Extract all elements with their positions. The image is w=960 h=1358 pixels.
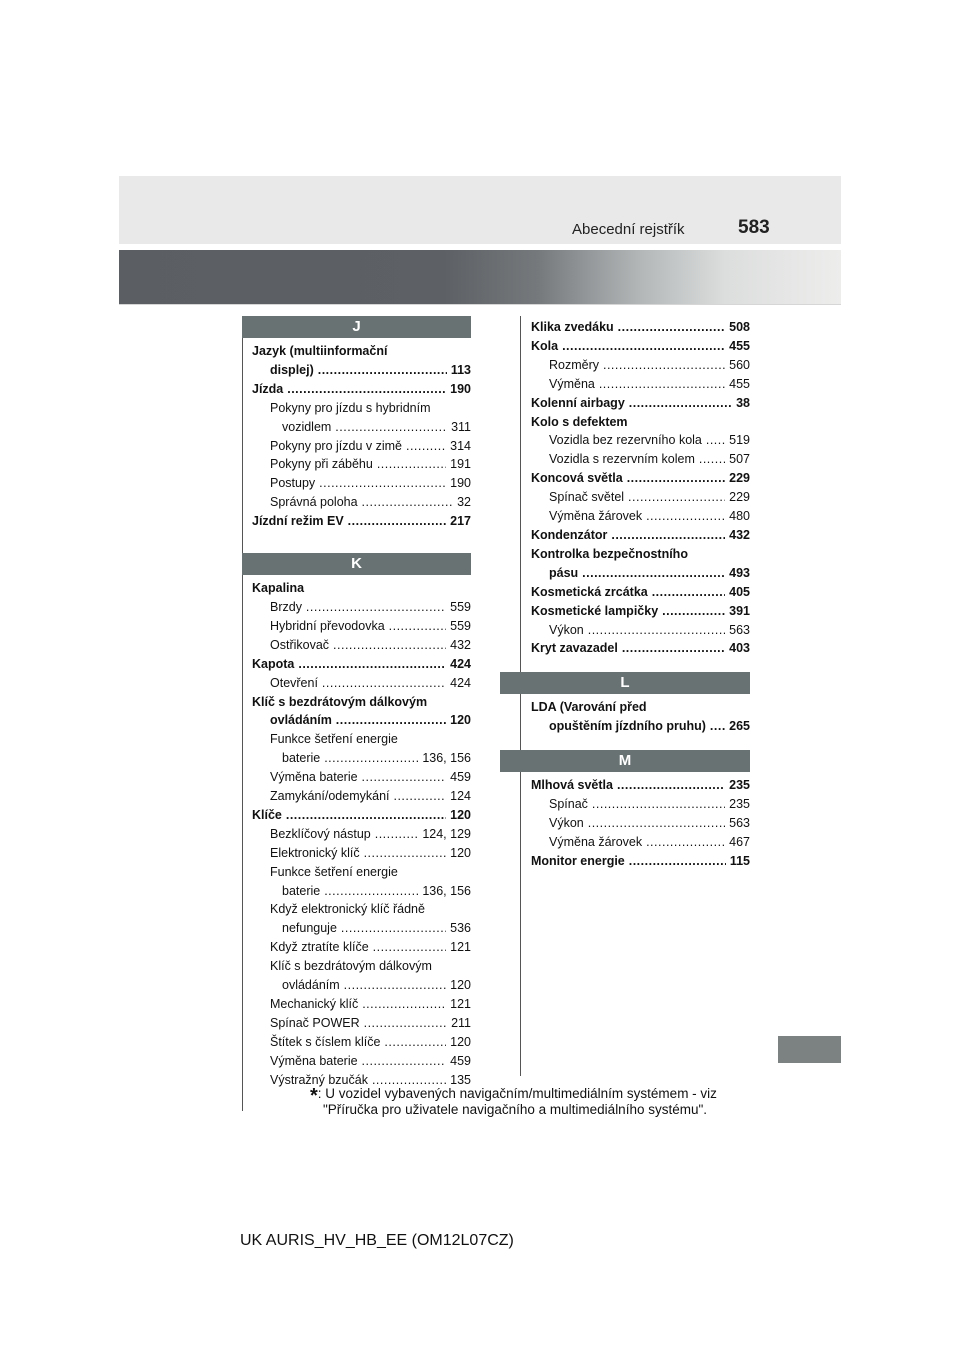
index-entry-page: 190 bbox=[448, 380, 471, 399]
section-letter-header: K bbox=[242, 553, 471, 575]
index-entry-page: 432 bbox=[727, 526, 750, 545]
index-entry-page: 265 bbox=[727, 717, 750, 736]
index-entry-text: ovládáním bbox=[282, 978, 340, 993]
index-entry bbox=[252, 598, 471, 617]
index-entry bbox=[531, 602, 750, 621]
section-gap bbox=[531, 658, 750, 672]
index-entry-text: Kosmetické lampičky bbox=[531, 603, 659, 618]
index-entry-text: Výkon bbox=[549, 622, 584, 637]
index-entry-text: ovládáním bbox=[270, 713, 332, 728]
index-entry-text: Výměna bbox=[549, 376, 595, 391]
index-entry-text: Jízda bbox=[252, 381, 284, 396]
index-entry bbox=[531, 488, 750, 507]
index-entry-term bbox=[270, 437, 446, 456]
index-entry-page: 235 bbox=[727, 776, 750, 795]
index-entry-text: Elektronický klíč bbox=[270, 845, 360, 860]
index-entry bbox=[531, 814, 750, 833]
index-entry-text: Bezklíčový nástup bbox=[270, 826, 371, 841]
index-entry-page: 559 bbox=[448, 617, 471, 636]
index-entry-term bbox=[270, 493, 453, 512]
index-entry-text: Kosmetická zrcátka bbox=[531, 584, 648, 599]
index-entry-page: 467 bbox=[727, 833, 750, 852]
index-entry bbox=[531, 318, 750, 337]
index-entry-term bbox=[549, 795, 725, 814]
index-entry-page: 135 bbox=[448, 1071, 471, 1090]
index-entry bbox=[252, 674, 471, 693]
index-entry bbox=[531, 717, 750, 736]
index-entry-term bbox=[549, 621, 725, 640]
index-entry-text: Brzdy bbox=[270, 599, 302, 614]
index-entry-line: Jazyk (multiinformační bbox=[252, 344, 388, 358]
index-entry-text: Rozměry bbox=[549, 357, 600, 372]
index-entry-page: 536 bbox=[448, 919, 471, 938]
index-entry-page: 136, 156 bbox=[420, 749, 471, 768]
section-letter-header: L bbox=[500, 672, 750, 694]
index-entry-text: Vozidla bez rezervního kola bbox=[549, 433, 702, 448]
index-entry-term bbox=[282, 976, 446, 995]
index-entry-text: Mlhová světla bbox=[531, 778, 613, 793]
section-letter-header: J bbox=[242, 316, 471, 338]
index-entry-page: 120 bbox=[448, 711, 471, 730]
index-entry bbox=[531, 621, 750, 640]
index-entry-text: nefunguje bbox=[282, 921, 337, 936]
index-entry-page: 507 bbox=[727, 450, 750, 469]
index-entry bbox=[252, 749, 471, 768]
index-entry bbox=[252, 512, 471, 531]
index-entry-text: Koncová světla bbox=[531, 471, 623, 486]
index-entry-term bbox=[252, 512, 446, 531]
index-entry bbox=[252, 787, 471, 806]
index-entry bbox=[252, 437, 471, 456]
index-entry bbox=[531, 526, 750, 545]
index-entry-term bbox=[270, 361, 447, 380]
index-entry-term bbox=[270, 617, 446, 636]
footnote-line-2: "Příručka pro uživatele navigačního a multimediálního systému". bbox=[323, 1102, 708, 1117]
index-entry-text: Klika zvedáku bbox=[531, 320, 614, 334]
index-entry bbox=[531, 507, 750, 526]
index-entry-term bbox=[549, 356, 725, 375]
index-entry-term bbox=[549, 507, 725, 526]
index-entry-page: 217 bbox=[448, 512, 471, 531]
header-background bbox=[119, 176, 841, 244]
index-entry-term bbox=[270, 844, 446, 863]
index-entry-page: 508 bbox=[727, 318, 750, 337]
index-entry-line: Pokyny pro jízdu s hybridním bbox=[270, 400, 431, 415]
index-entry bbox=[531, 564, 750, 583]
index-entry-page: 424 bbox=[448, 655, 471, 674]
index-entry-text: Když ztratíte klíče bbox=[270, 940, 369, 955]
index-entry-term bbox=[270, 636, 446, 655]
index-entry-term bbox=[531, 469, 725, 488]
index-entry-text: Kryt zavazadel bbox=[531, 641, 618, 656]
index-entry-line: Klíč s bezdrátovým dálkovým bbox=[252, 694, 428, 709]
index-entry bbox=[252, 380, 471, 399]
index-entry-text: Kapota bbox=[252, 656, 295, 671]
index-entry bbox=[252, 636, 471, 655]
index-entry-term bbox=[270, 1014, 447, 1033]
index-entry bbox=[252, 768, 471, 787]
index-entry-page: 121 bbox=[448, 938, 471, 957]
index-entry-term bbox=[531, 639, 725, 658]
index-entry bbox=[252, 976, 471, 995]
index-entry-text: baterie bbox=[282, 751, 321, 766]
index-entry bbox=[531, 469, 750, 488]
index-entry-text: Štítek s číslem klíče bbox=[270, 1034, 381, 1049]
index-entry-term bbox=[252, 380, 446, 399]
index-entry-text: Monitor energie bbox=[531, 853, 625, 868]
index-entry-page: 32 bbox=[455, 493, 471, 512]
index-entry-term bbox=[531, 602, 725, 621]
index-entry-term bbox=[531, 852, 726, 871]
index-entry bbox=[531, 795, 750, 814]
index-entry bbox=[252, 938, 471, 957]
index-entry-term bbox=[549, 717, 725, 736]
index-entry-text: Hybridní převodovka bbox=[270, 618, 385, 633]
index-entry-text: Ostřikovač bbox=[270, 637, 330, 652]
left-margin-rule bbox=[242, 316, 243, 1111]
index-entry-term bbox=[531, 394, 732, 413]
index-entry-term bbox=[531, 526, 725, 545]
index-entry-term bbox=[549, 814, 725, 833]
index-entry-text: Správná poloha bbox=[270, 495, 358, 510]
index-entry-text: Pokyny při záběhu bbox=[270, 457, 373, 472]
index-entry-term bbox=[531, 337, 725, 356]
index-entry-page: 459 bbox=[448, 1052, 471, 1071]
index-entry bbox=[252, 825, 471, 844]
index-entry bbox=[531, 639, 750, 658]
index-entry-term bbox=[270, 787, 446, 806]
page-number: 583 bbox=[738, 217, 770, 238]
index-entry-page: 563 bbox=[727, 621, 750, 640]
section-letter-header: M bbox=[500, 750, 750, 772]
index-entry-page: 563 bbox=[727, 814, 750, 833]
index-entry-page: 493 bbox=[727, 564, 750, 583]
index-entry-page: 311 bbox=[449, 418, 471, 437]
index-entry-text: displej) bbox=[270, 362, 314, 377]
index-entry-page: 120 bbox=[448, 1033, 471, 1052]
index-entry-page: 432 bbox=[448, 636, 471, 655]
index-entry bbox=[531, 852, 750, 871]
index-entry bbox=[252, 995, 471, 1014]
index-entry-term bbox=[270, 711, 446, 730]
index-entry-page: 120 bbox=[448, 844, 471, 863]
index-entry-page: 229 bbox=[727, 488, 750, 507]
index-entry bbox=[252, 711, 471, 730]
index-entry-term bbox=[531, 583, 725, 602]
index-entry-page: 211 bbox=[449, 1014, 471, 1033]
index-entry-text: Otevření bbox=[270, 675, 318, 690]
index-entry bbox=[252, 1033, 471, 1052]
index-entry-line: Kontrolka bezpečnostního bbox=[531, 546, 688, 561]
index-entry-page: 459 bbox=[448, 768, 471, 787]
index-entry-term bbox=[549, 431, 725, 450]
index-entry-text: pásu bbox=[549, 565, 579, 580]
index-entry-page: 121 bbox=[448, 995, 471, 1014]
index-entry bbox=[531, 375, 750, 394]
index-entry-line: Když elektronický klíč řádně bbox=[270, 902, 425, 917]
index-entry-text: Vozidla s rezervním kolem bbox=[549, 452, 695, 467]
index-entry-page: 115 bbox=[728, 852, 750, 871]
index-column-left bbox=[252, 316, 471, 1090]
document-code: UK AURIS_HV_HB_EE (OM12L07CZ) bbox=[240, 1232, 514, 1249]
index-entry-text: Postupy bbox=[270, 476, 316, 491]
index-entry bbox=[531, 431, 750, 450]
index-entry bbox=[252, 655, 471, 674]
index-entry-line: Kolo s defektem bbox=[531, 414, 628, 429]
index-entry-line: LDA (Varování před bbox=[531, 700, 647, 715]
header-divider bbox=[119, 304, 841, 305]
index-entry-page: 113 bbox=[449, 361, 471, 380]
footnote-text-1: : U vozidel vybavených navigačním/multimediálním systémem - viz bbox=[317, 1086, 717, 1101]
index-entry-line: Funkce šetření energie bbox=[270, 732, 398, 747]
index-entry bbox=[252, 1014, 471, 1033]
index-entry bbox=[531, 337, 750, 356]
index-entry bbox=[252, 617, 471, 636]
index-entry-page: 314 bbox=[448, 437, 471, 456]
index-entry-text: Spínač bbox=[549, 797, 588, 812]
index-entry-term bbox=[252, 806, 446, 825]
index-entry-text: Výstražný bzučák bbox=[270, 1072, 368, 1087]
index-entry-page: 190 bbox=[448, 474, 471, 493]
index-entry-page: 480 bbox=[727, 507, 750, 526]
index-entry-page: 424 bbox=[448, 674, 471, 693]
section-title: Abecední rejstřík bbox=[572, 221, 685, 238]
index-entry bbox=[531, 833, 750, 852]
index-entry-term bbox=[270, 455, 446, 474]
index-entry-page: 229 bbox=[727, 469, 750, 488]
index-entry bbox=[531, 776, 750, 795]
index-entry-page: 124 bbox=[448, 787, 471, 806]
index-entry-term bbox=[282, 882, 418, 901]
header-gradient-band bbox=[119, 250, 841, 304]
index-entry bbox=[252, 919, 471, 938]
index-entry bbox=[531, 394, 750, 413]
index-entry-line: Klíč s bezdrátovým dálkovým bbox=[270, 959, 432, 974]
index-entry-text: Spínač světel bbox=[549, 490, 625, 505]
index-entry-page: 403 bbox=[727, 639, 750, 658]
index-entry-text: Výměna žárovek bbox=[549, 509, 643, 524]
index-entry-page: 455 bbox=[727, 375, 750, 394]
index-entry-term bbox=[549, 564, 725, 583]
index-entry-text: Spínač POWER bbox=[270, 1015, 360, 1030]
index-entry-page: 191 bbox=[448, 455, 471, 474]
index-entry-term bbox=[270, 598, 446, 617]
index-entry bbox=[531, 583, 750, 602]
index-entry-page: 391 bbox=[727, 602, 750, 621]
index-entry-term bbox=[549, 488, 725, 507]
index-entry-term bbox=[549, 450, 725, 469]
index-entry-page: 560 bbox=[727, 356, 750, 375]
footnote-star: * bbox=[310, 1085, 318, 1107]
index-entry-page: 519 bbox=[727, 431, 750, 450]
section-gap bbox=[531, 736, 750, 750]
index-entry-page: 136, 156 bbox=[420, 882, 471, 901]
index-entry bbox=[252, 493, 471, 512]
index-entry-page: 455 bbox=[727, 337, 750, 356]
index-entry-term bbox=[270, 474, 446, 493]
index-entry-term bbox=[252, 655, 446, 674]
index-entry-line: Funkce šetření energie bbox=[270, 864, 398, 879]
index-entry bbox=[252, 1052, 471, 1071]
index-entry bbox=[252, 455, 471, 474]
index-entry-page: 559 bbox=[448, 598, 471, 617]
index-entry-text: Výměna baterie bbox=[270, 1053, 358, 1068]
index-entry bbox=[252, 474, 471, 493]
index-entry-page: 235 bbox=[727, 795, 750, 814]
index-entry-text: Kolenní airbagy bbox=[531, 395, 625, 410]
index-entry bbox=[252, 882, 471, 901]
column-divider bbox=[520, 316, 521, 1076]
index-entry-term bbox=[282, 749, 418, 768]
index-entry-text: Výměna žárovek bbox=[549, 834, 643, 849]
index-entry-term bbox=[270, 995, 446, 1014]
index-entry bbox=[531, 356, 750, 375]
index-entry-text: Kondenzátor bbox=[531, 527, 608, 542]
index-entry-term bbox=[282, 919, 446, 938]
index-entry-term bbox=[531, 776, 725, 795]
index-entry-line: Kapalina bbox=[252, 581, 305, 596]
section-gap bbox=[252, 531, 471, 553]
index-entry bbox=[252, 844, 471, 863]
index-entry-term bbox=[270, 768, 446, 787]
index-entry bbox=[252, 806, 471, 825]
index-entry-page: 38 bbox=[734, 394, 750, 413]
index-entry bbox=[252, 361, 471, 380]
index-entry-text: Jízdní režim EV bbox=[252, 514, 344, 529]
index-entry-text: Mechanický klíč bbox=[270, 997, 359, 1011]
index-entry-text: Kola bbox=[531, 338, 559, 353]
index-entry-term bbox=[531, 318, 725, 337]
index-entry-page: 120 bbox=[448, 806, 471, 825]
index-entry-term bbox=[270, 938, 446, 957]
index-entry-text: Pokyny pro jízdu v zimě bbox=[270, 438, 402, 453]
index-entry-text: Zamykání/odemykání bbox=[270, 789, 390, 804]
index-entry-term bbox=[270, 1052, 446, 1071]
index-entry-page: 405 bbox=[727, 583, 750, 602]
index-entry-text: vozidlem bbox=[282, 419, 332, 434]
index-entry-term bbox=[282, 418, 447, 437]
index-entry bbox=[531, 450, 750, 469]
index-entry-page: 124, 129 bbox=[420, 825, 471, 844]
index-column-right bbox=[531, 318, 750, 871]
index-entry bbox=[252, 418, 471, 437]
chapter-tab bbox=[778, 1036, 841, 1063]
index-entry-term bbox=[270, 1033, 446, 1052]
index-entry-page: 120 bbox=[448, 976, 471, 995]
index-entry-text: Klíče bbox=[252, 807, 282, 822]
index-entry-text: baterie bbox=[282, 883, 321, 898]
index-entry-term bbox=[270, 825, 418, 844]
index-entry-text: Výměna baterie bbox=[270, 770, 358, 785]
index-entry-term bbox=[270, 674, 446, 693]
index-entry-term bbox=[549, 833, 725, 852]
index-entry-text: Výkon bbox=[549, 815, 584, 830]
index-entry-term bbox=[549, 375, 725, 394]
index-entry-text: opuštěním jízdního pruhu) bbox=[549, 719, 706, 734]
